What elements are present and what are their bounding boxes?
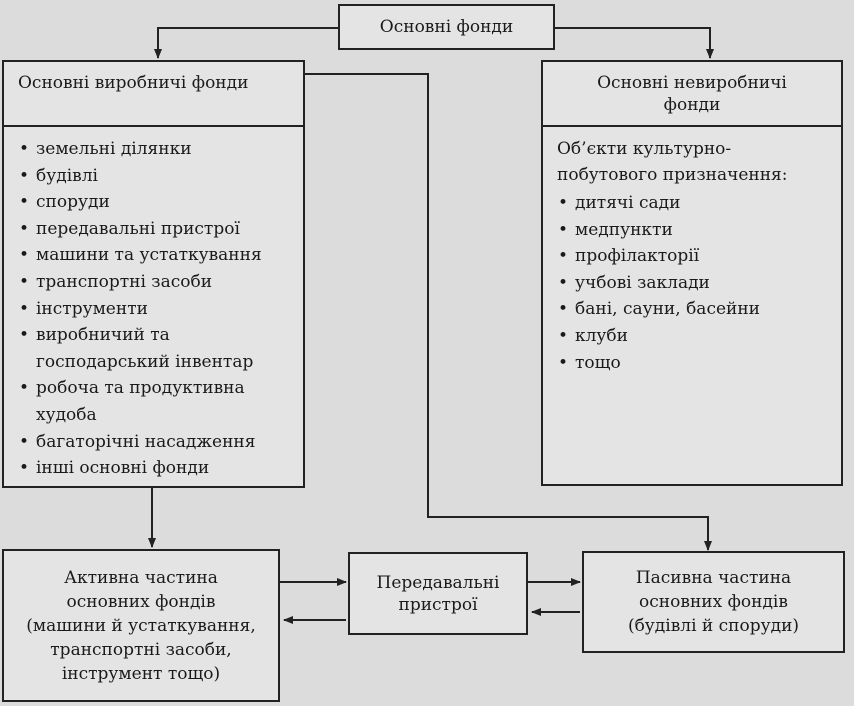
list-item: • передавальні пристрої xyxy=(16,216,299,243)
list-item: • клуби xyxy=(555,323,837,350)
transmission-label: Передавальні пристрої xyxy=(376,572,500,615)
production-title: Основні виробничі фонди xyxy=(18,73,249,93)
edge-root-nonproduction xyxy=(555,28,710,58)
active-box xyxy=(2,549,280,702)
nonproduction-subtitle: Об’єкти культурно- побутового призначення: xyxy=(557,139,788,185)
transmission-box xyxy=(348,552,528,635)
list-item: • інші основні фонди xyxy=(16,455,299,482)
list-item: • машини та устаткування xyxy=(16,242,299,269)
root-label: Основні фонди xyxy=(379,17,514,37)
production-box xyxy=(2,60,305,488)
list-item: господарський інвентар xyxy=(36,351,254,372)
edge-root-production xyxy=(158,28,338,58)
passive-box xyxy=(582,551,845,653)
production-divider xyxy=(4,125,303,127)
list-item: • тощо xyxy=(555,350,837,377)
production-list xyxy=(16,136,299,482)
list-item: • бані, сауни, басейни xyxy=(555,296,837,323)
nonproduction-title: Основні невиробничі фонди xyxy=(597,73,787,115)
active-label: Активна частина основних фондів (машини й устаткування, транспортні засоби, інструмент тощо) xyxy=(26,567,256,684)
list-item: • багаторічні насадження xyxy=(16,429,299,456)
list-item: • земельні ділянки xyxy=(16,136,299,163)
list-item: • робоча та продуктивна xyxy=(16,375,299,402)
list-item: • інструменти xyxy=(16,296,299,323)
list-item: • профілакторії xyxy=(555,243,837,270)
nonproduction-box xyxy=(541,60,843,486)
list-item: • будівлі xyxy=(16,163,299,190)
list-item: худоба xyxy=(36,404,97,425)
root-box xyxy=(338,4,555,50)
nonproduction-list xyxy=(555,190,837,376)
passive-label: Пасивна частина основних фондів (будівлі й споруди) xyxy=(627,568,800,636)
list-item: • споруди xyxy=(16,189,299,216)
nonproduction-divider xyxy=(543,125,841,127)
list-item: • медпункти xyxy=(555,217,837,244)
list-item: • виробничий та xyxy=(16,322,299,349)
list-item: • учбові заклади xyxy=(555,270,837,297)
list-item: • транспортні засоби xyxy=(16,269,299,296)
list-item: • дитячі сади xyxy=(555,190,837,217)
